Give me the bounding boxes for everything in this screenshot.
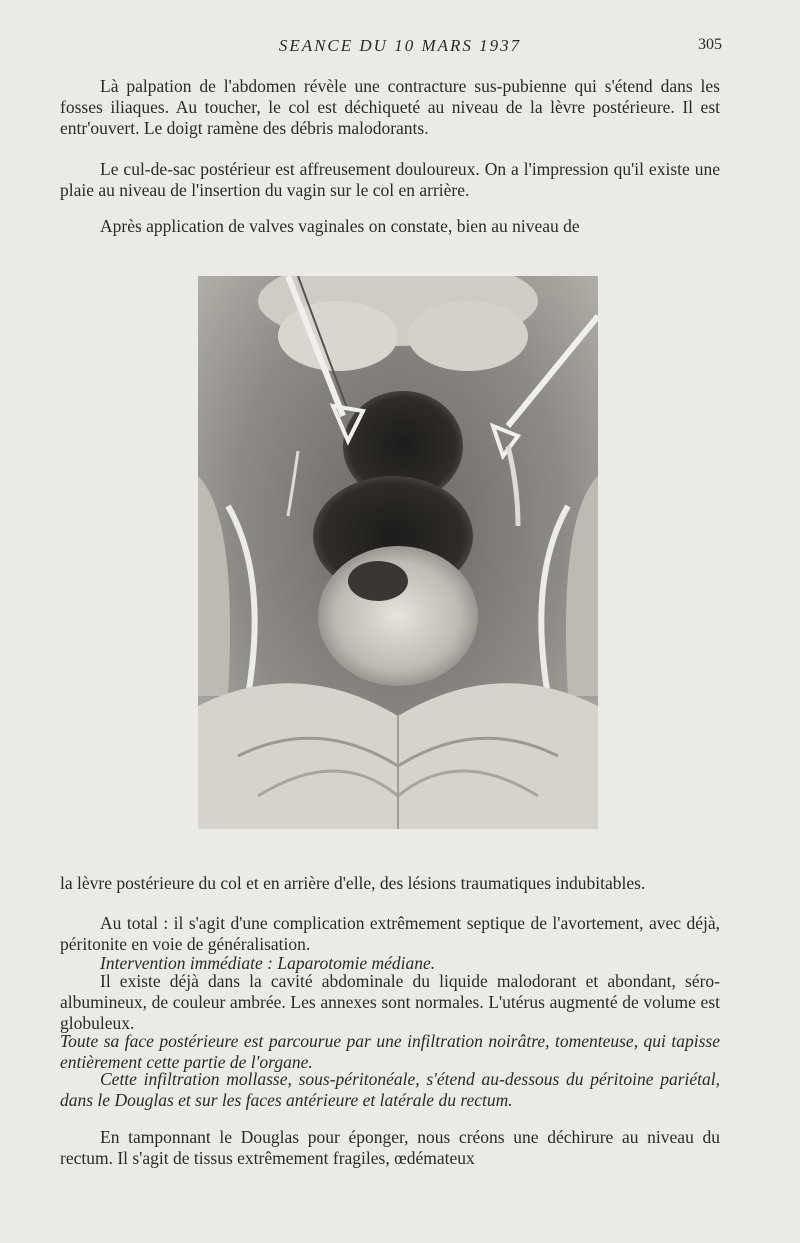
- paragraph-levre: la lèvre postérieure du col et en arrière d'elle, des lésions traumatiques indubitables.: [60, 873, 646, 893]
- surgical-illustration: [198, 276, 598, 829]
- paragraph-face-posterieure: Toute sa face postérieure est parcourue par une infiltration noirâtre, tomenteuse, qui tapisse entièrement cette partie de l'organe.: [60, 1031, 720, 1072]
- paragraph-cavite: Il existe déjà dans la cavité abdominale du liquide malodorant et abondant, séro-albumineux, de couleur ambrée. Les annexes sont normales. L'utérus augmenté de volume est globuleux.: [60, 971, 720, 1033]
- running-head: SEANCE DU 10 MARS 1937: [278, 36, 522, 55]
- page-number: 305: [698, 36, 722, 53]
- paragraph-au-total: Au total : il s'agit d'une complication extrêmement septique de l'avortement, avec déjà, péritonite en voie de généralisation.: [60, 913, 720, 954]
- page-header: [0, 36, 800, 58]
- paragraph-valves: Après application de valves vaginales on constate, bien au niveau de: [100, 216, 580, 236]
- paragraph-cul-de-sac: Le cul-de-sac postérieur est affreusement douloureux. On a l'impression qu'il existe une plaie au niveau de l'insertion du vagin sur le col en arrière.: [60, 159, 720, 200]
- paragraph-intervention: Intervention immédiate : Laparotomie médiane.: [100, 953, 436, 973]
- paragraph-palpation: Là palpation de l'abdomen révèle une contracture sus-pubienne qui s'étend dans les fosses iliaques. Au toucher, le col est déchiqueté au niveau de la lèvre postérieure. Il est entr'ouvert. Le doigt ramène des débris malodorants.: [60, 76, 720, 138]
- paragraph-tamponnant: En tamponnant le Douglas pour éponger, nous créons une déchirure au niveau du rectum. Il s'agit de tissus extrêmement fragiles, œdémateux: [60, 1127, 720, 1168]
- paragraph-infiltration: Cette infiltration mollasse, sous-péritonéale, s'étend au-dessous du péritoine pariétal, dans le Douglas et sur les faces antérieure et latérale du rectum.: [60, 1069, 720, 1110]
- surgical-illustration-icon: [198, 276, 598, 829]
